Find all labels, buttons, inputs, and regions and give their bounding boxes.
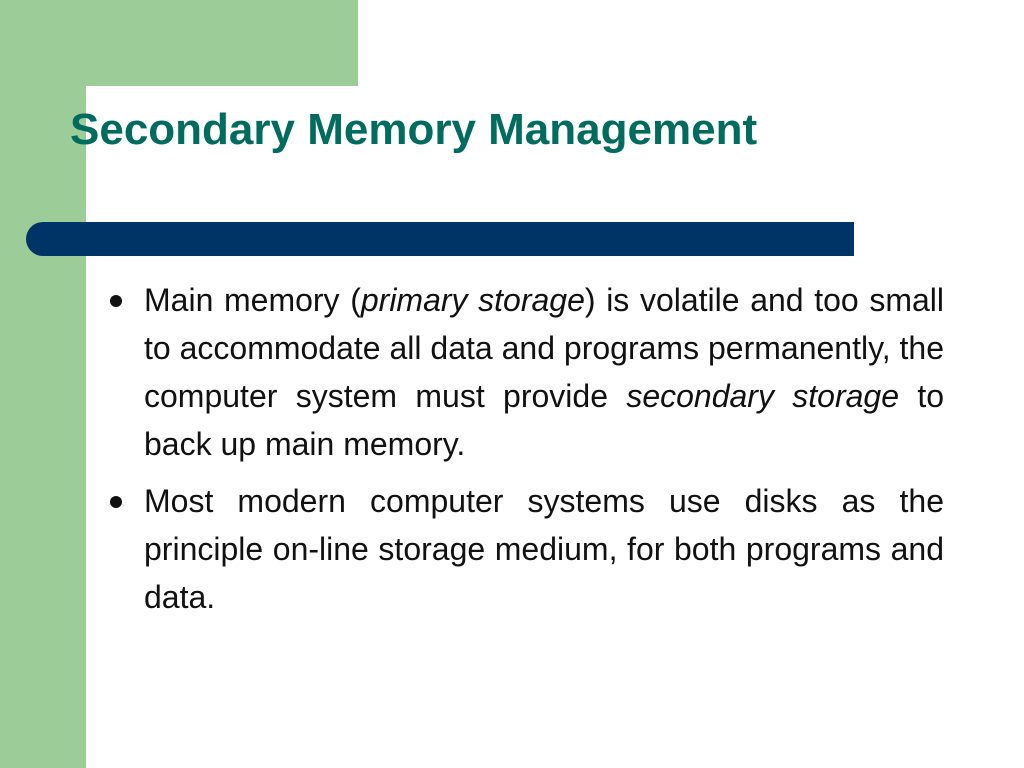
bullet-dot-icon [110,496,122,508]
bullet-text-segment: ) is volatile and too small to accommodate all data and programs permanently, the computer system must provide [144,282,945,414]
bullet-list [104,276,944,630]
bullet-text-emphasis: primary storage [360,282,585,318]
bullet-text-segment: to back up main memory. [144,378,945,462]
slide-title: Secondary Memory Management [70,105,758,154]
bullet-item [104,477,944,621]
bullet-item [104,276,944,468]
title-underline-bar [26,222,854,256]
top-accent-band [0,0,358,86]
bullet-text-segment: Most modern computer systems use disks as the principle on-line storage medium, for both programs and data. [144,483,944,615]
bullet-text-segment: Main memory ( [144,282,361,318]
bullet-dot-icon [110,295,122,307]
bullet-text-emphasis: secondary storage [626,378,900,414]
